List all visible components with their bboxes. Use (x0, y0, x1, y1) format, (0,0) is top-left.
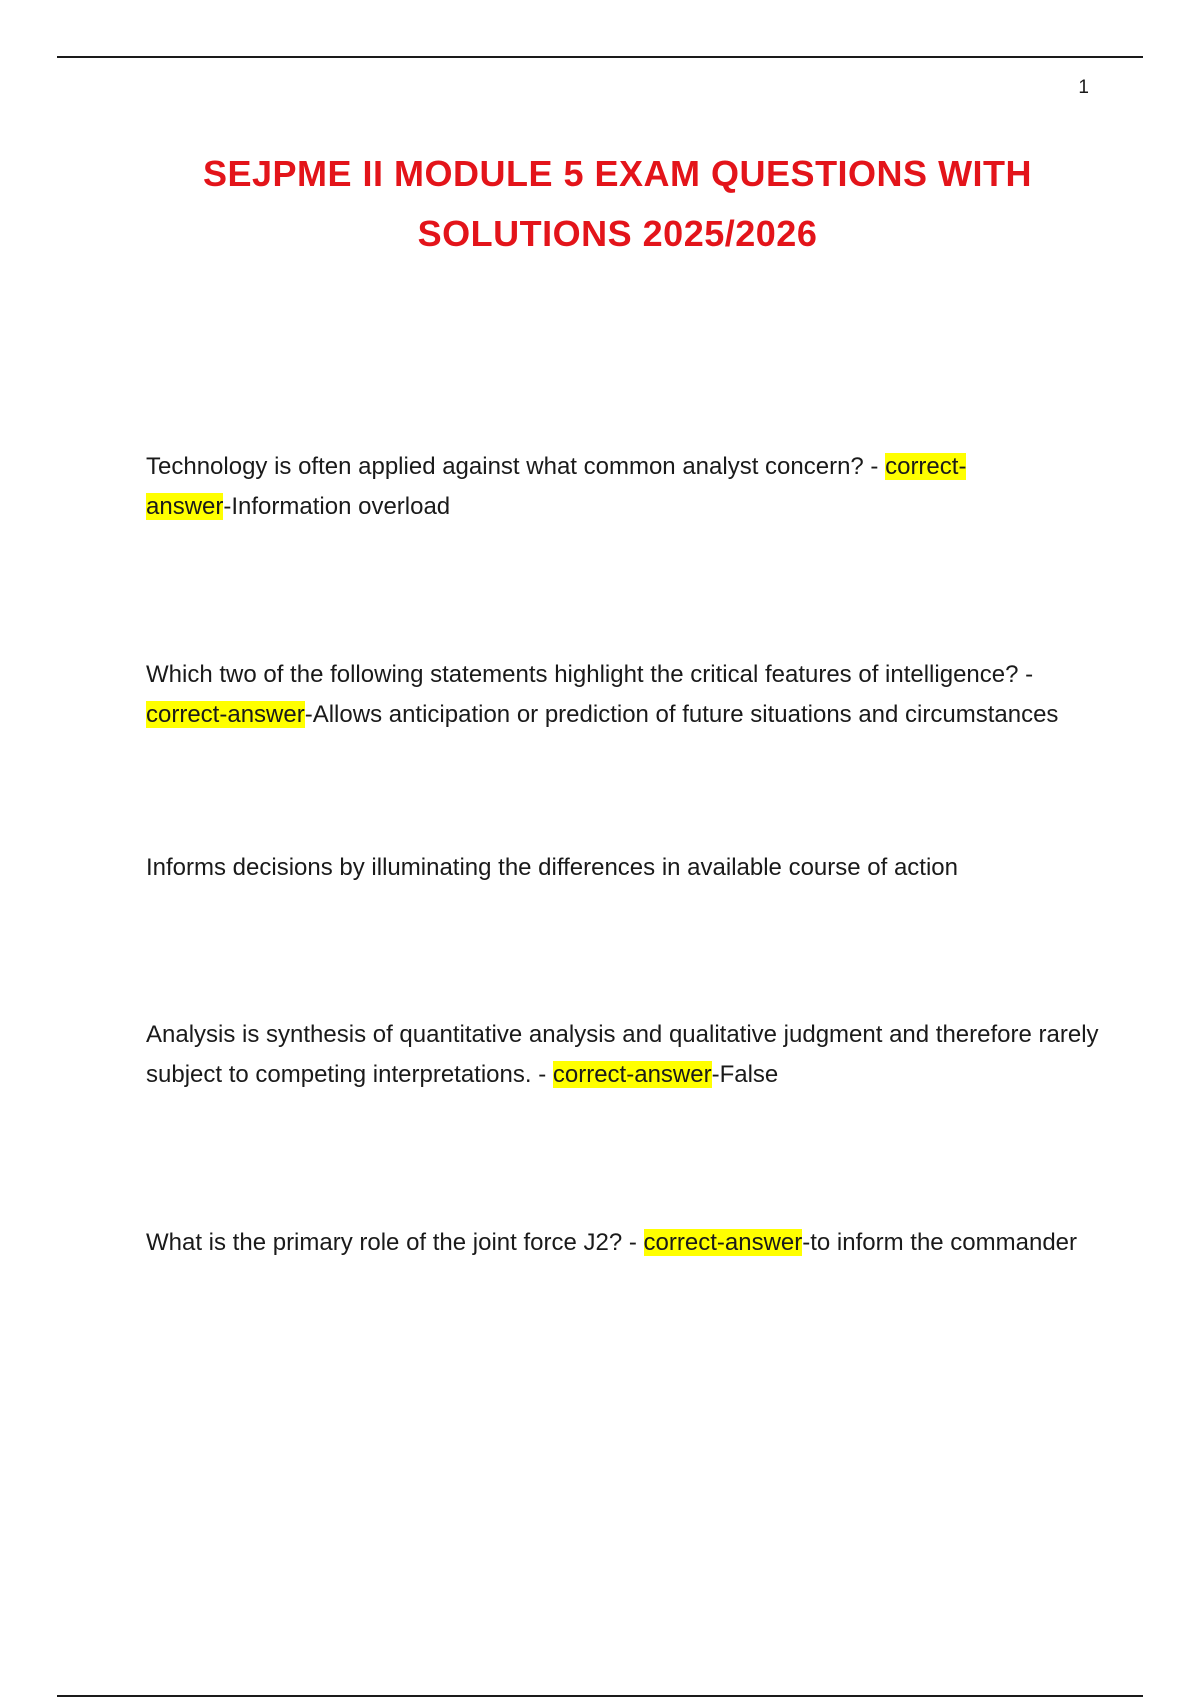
question-text: What is the primary role of the joint force J2? - (146, 1229, 644, 1256)
document-title-line-2: SOLUTIONS 2025/2026 (417, 213, 818, 254)
bottom-rule (57, 1695, 1143, 1697)
top-rule (57, 56, 1143, 58)
answer-text: -False (711, 1061, 779, 1088)
answer-marker: correct- (885, 453, 967, 480)
question-text: Analysis is synthesis of quantitative analysis and qualitative judgment and therefore rarely subject to competing interpretations. - (146, 1021, 1099, 1088)
answer-text: Informs decisions by illuminating the differences in available course of action (146, 854, 958, 881)
question-text: Technology is often applied against what common analyst concern? - (146, 453, 886, 480)
qa-item-5 (146, 1223, 1106, 1263)
page-number: 1 (1078, 77, 1089, 98)
qa-item-1 (146, 447, 1106, 527)
document-title-line-1: SEJPME II MODULE 5 EXAM QUESTIONS WITH (202, 153, 1033, 194)
answer-marker-continued: answer (146, 493, 224, 520)
answer-marker: correct-answer (552, 1061, 712, 1088)
document-title (100, 144, 1135, 264)
answer-text: -to inform the commander (802, 1229, 1078, 1256)
question-text: Which two of the following statements highlight the critical features of intelligence? - (146, 661, 1034, 688)
answer-marker: correct-answer (643, 1229, 803, 1256)
qa-item-4 (146, 1015, 1106, 1095)
qa-item-3 (146, 848, 1106, 888)
answer-text: -Allows anticipation or prediction of future situations and circumstances (304, 701, 1059, 728)
answer-text: -Information overload (223, 493, 451, 520)
answer-marker: correct-answer (146, 701, 305, 728)
qa-item-2 (146, 655, 1106, 735)
